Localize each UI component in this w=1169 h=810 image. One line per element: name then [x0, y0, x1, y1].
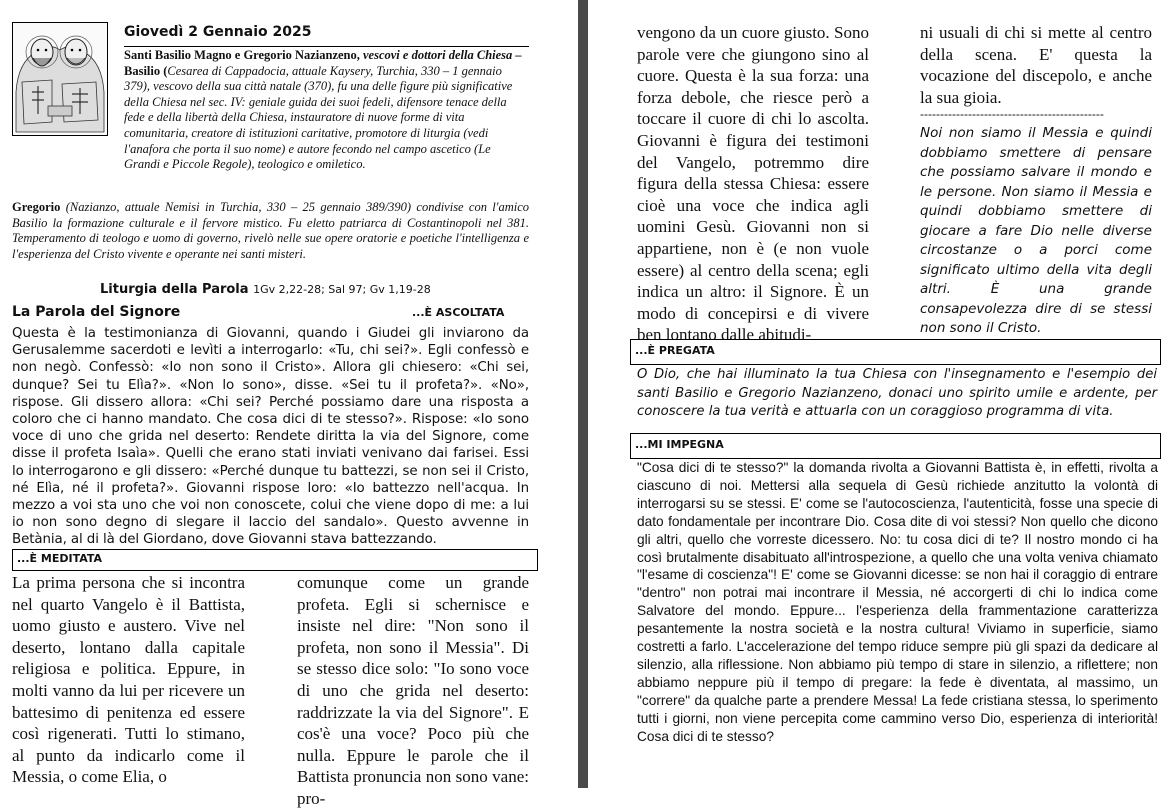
gregorio-bio-block: [12, 200, 529, 262]
gregorio-name: Gregorio: [12, 200, 61, 214]
saints-names: Santi Basilio Magno e Gregorio Nazianzeno,: [124, 48, 360, 62]
meditation-column-1: La prima persona che si incontra nel quarto Vangelo è il Battista, uomo giusto e austero. Vive nel deserto, lontano dalla capitale religiosa e politica. Eppure, in molti vanno da lui per ricevere un battesimo di penitenza ed essere così rigenerati. Tutti lo stimano, al punto da indicarlo come il Messia, o come Elia, o: [12, 573, 245, 787]
saints-role: vescovi e dottori della Chiesa –: [359, 48, 522, 62]
ascoltata-label: ...È ASCOLTATA: [412, 306, 505, 319]
saints-icon: [12, 22, 108, 136]
basilio-bio: Cesarea di Cappadocia, attuale Kaysery, Turchia, 330 – 1 gennaio 379), vescovo della sua città natale (370), fu una delle figure più significative della Chiesa nel sec. IV: geniale guida dei suoi fedeli, difensore tenace della fede e della libertà della Chiesa, instauratore di nuove forme di vita comunitaria, creatore di istituzioni caritative, promotore di liturgia (vedi l'anafora che porta il suo nome) e autore fecondo nel campo ascetico (Le Grandi e Piccole Regole), teologico e omiletico.: [124, 63, 513, 172]
pregata-header: ...È PREGATA: [630, 339, 1161, 365]
meditata-header: ...È MEDITATA: [12, 549, 538, 571]
liturgy-title: [100, 282, 431, 297]
meditation-column-4: ni usuali di chi si mette al centro della scena. E' questa la vocazione del discepolo, e anche la sua gioia.: [920, 23, 1152, 107]
separator-dashes: ----------------------------------------------: [920, 107, 1104, 121]
page-date: Giovedì 2 Gennaio 2025: [124, 24, 312, 40]
liturgy-title-text: Liturgia della Parola: [100, 282, 249, 297]
prayer-text: O Dio, che hai illuminato la tua Chiesa con l'insegnamento e l'esempio dei santi Basilio e Gregorio Nazianzeno, donaci uno spirito umile e ardente, per conoscere la tua verità e attuarla con un coraggioso programma di vita.: [637, 367, 1157, 420]
meditation-column-3: vengono da un cuore giusto. Sono parole vere che giungono sino al cuore. Questa è la sua forza: una forza debole, che riesce però a toccare il cuore di chi lo ascolta. Giovanni è figura dei testimoni del Vangelo, potremmo dire figura della stessa Chiesa: essere cioè una voce che indica agli uomini Gesù. Giovanni non si appartiene, non è (e non vuole essere) al centro della scena; egli indica un altro: il Signore. È un modo di concepirsi e di vivere ben lontano dalle abitudi-: [637, 23, 869, 345]
liturgy-refs: 1Gv 2,22-28; Sal 97; Gv 1,19-28: [253, 283, 431, 296]
gregorio-bio: (Nazianzo, attuale Nemisi in Turchia, 330 – 25 gennaio 389/390) condivise con l'amico Basilio la formazione culturale e il fervore mistico. Fu eletto patriarca di Costantinopoli nel 381. Temperamento di teologo e uomo di governo, rivelò nelle sue opere oratorie e poetiche l'intelligenza e l'esperienza del Cristo vivente e operante nei santi misteri.: [12, 200, 529, 261]
impegna-header: ...MI IMPEGNA: [630, 433, 1161, 459]
gospel-text: Questa è la testimonianza di Giovanni, quando i Giudei gli inviarono da Gerusalemme sacerdoti e levìti a interrogarlo: «Tu, chi sei?». Egli confessò e non negò. Confessò: «Io non sono il Cristo». Allora gli chiesero: «Chi sei, dunque? Sei tu Elìa?». «Non lo sono», disse. «Sei tu il profeta?». «No», rispose. Gli dissero allora: «Chi sei? Perché possiamo dare una risposta a coloro che ci hanno mandato. Che cosa dici di te stesso?». Rispose: «Io sono voce di uno che grida nel deserto: Rendete diritta la via del Signore, come disse il profeta Isaìa». Quelli che erano stati inviati venivano dai farisei. Essi lo interrogarono e gli dissero: «Perché dunque tu battezzi, se non sei il Cristo, né Elìa, né il profeta?». Giovanni rispose loro: «Io battezzo nell'acqua. In mezzo a voi sta uno che voi non conoscete, colui che viene dopo di me: a lui io non sono degno di slegare il laccio del sandalo». Questo avvenne in Betània, al di là del Giordano, dove Giovanni stava battezzando.: [12, 326, 529, 548]
basilio-name: Basilio (: [124, 63, 168, 78]
meditation-column-2: comunque come un grande profeta. Egli si schernisce e insiste nel dire: "Non sono il profeta, non sono il Messia". Di se stesso dice solo: "Io sono voce di uno che grida nel deserto: raddrizzate la via del Signore". E cos'è una voce? Poco più che nulla. Eppure le parole che il Battista pronuncia non sono vane: pro-: [297, 573, 529, 808]
commitment-text: "Cosa dici di te stesso?" la domanda rivolta a Giovanni Battista è, in effetti, rivolta a ciascuno di noi. Mettersi alla sequela di Gesù richiede anzitutto la volontà di interrogarsi su se stessi. E' come se l'autocoscienza, l'autenticità, fosse una specie di dato fondamentale per incontrare Dio. Cosa dite di voi stessi? Non quello che dicono gli altri, quello che vorreste dicessero. No: tu cosa dici di te? Il nostro mondo ci ha così brutalmente disabituato all'introspezione, a quello che una volta veniva chiamato "l'esame di coscienza"! E' come se Giovanni dicesse: se non hai il coraggio di entrare "dentro" non potrai mai incontrare il Messia, né accorgerti di chi lo indica come Salvatore del mondo. Eppure... l'esperienza della frammentazione caratterizza pesantemente la nostra società e la nostra cultura! Viviamo in superficie, siamo costretti a farlo. L'accelerazione del tempo riduce sempre più gli spazi da dedicare al silenzio, alla riflessione. Non abbiamo più tempo di stare in silenzio, a riflettere; non abbiamo neppure più il tempo di pregare: la fede è diventata, al massimo, un "correre" da qualche parte a prendere Messa! La fede cristiana stessa, lo sperimento tutti i giorni, non viene percepita come cammino verso Dio, esperienza di interiorità! Cosa dici di te stesso?: [637, 460, 1158, 744]
parola-title: La Parola del Signore: [12, 304, 181, 320]
meditation-italic-note: Noi non siamo il Messia e quindi dobbiamo smettere di pensare che possiamo salvare il mondo e le persone. Non siamo il Messia e quindi dobbiamo smettere di giocare a fare Dio nelle diverse circostanze o a porci come significato ultimo della vita degli altri. È una grande consapevolezza dire di se stessi non sono il Cristo.: [920, 125, 1152, 336]
page-gutter: [578, 0, 588, 788]
saints-heading: [124, 46, 529, 173]
